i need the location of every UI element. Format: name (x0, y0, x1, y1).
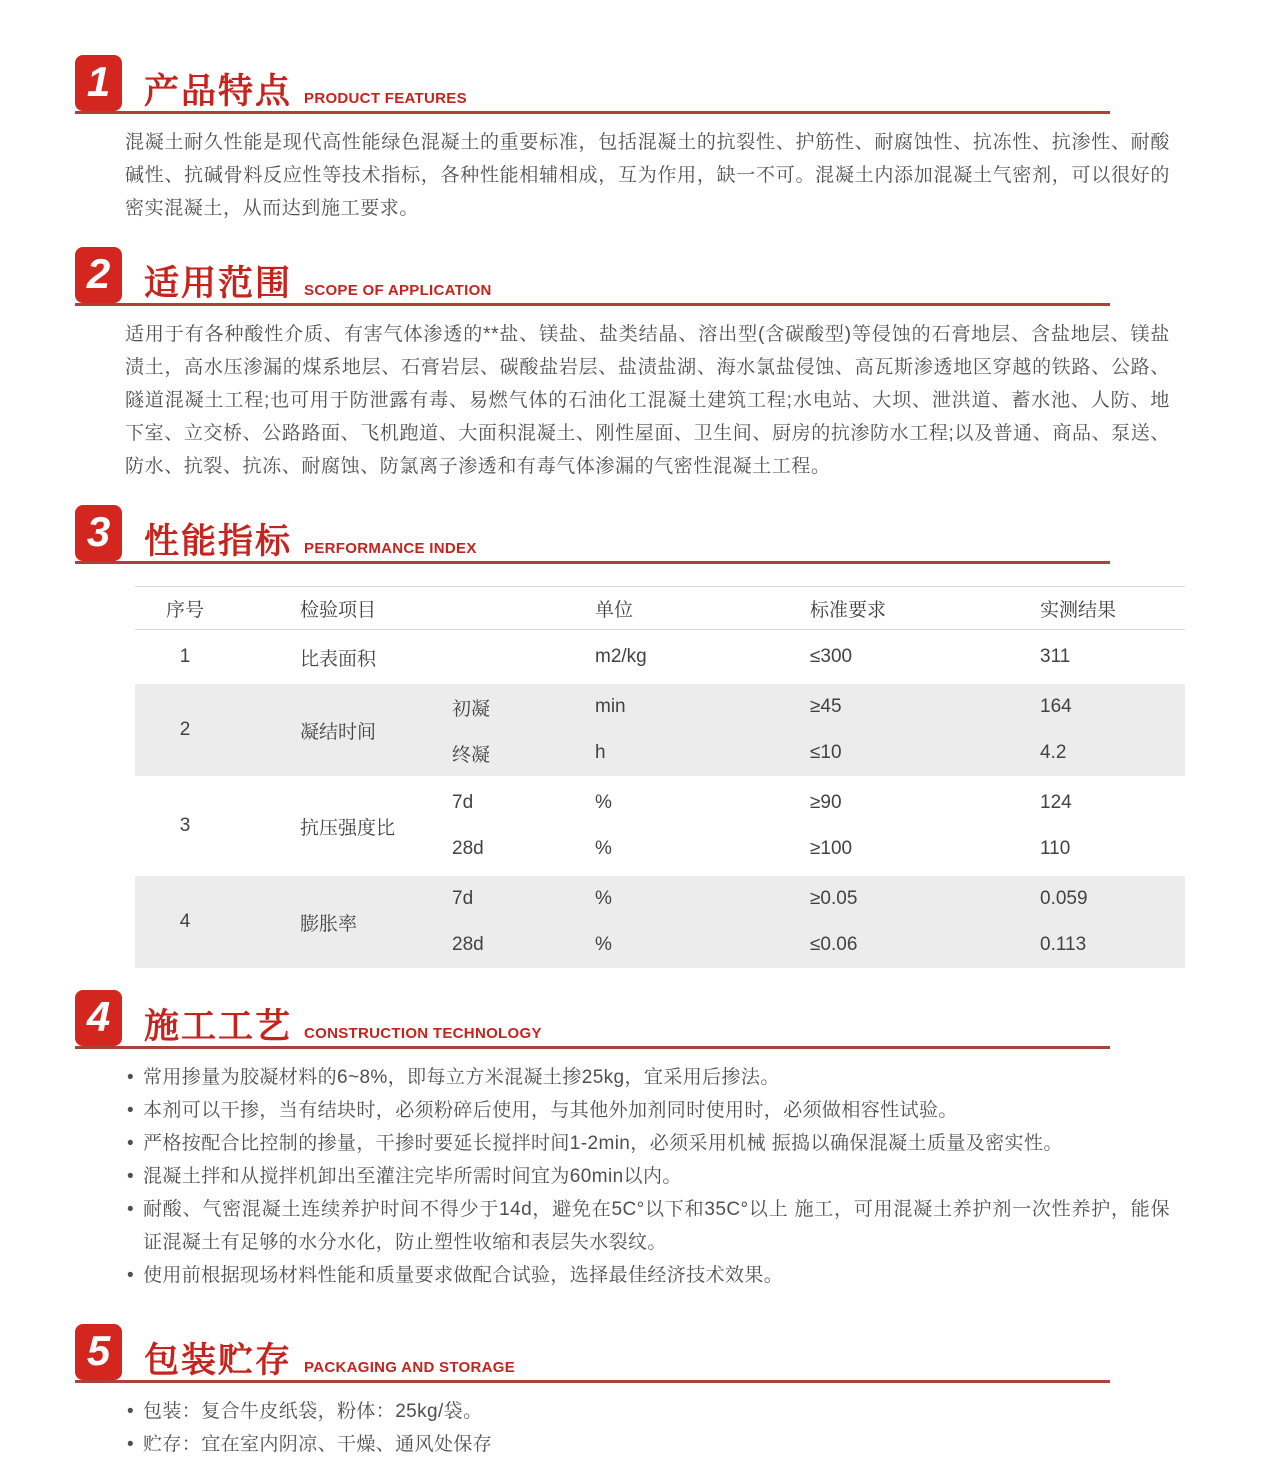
cell-item: 比表面积 (300, 648, 377, 670)
table-row (135, 684, 1185, 776)
cell-subparam: 7d (452, 888, 474, 909)
section-paragraph: 混凝土耐久性能是现代高性能绿色混凝土的重要标准，包括混凝土的抗裂性、护筋性、耐腐蚀性、抗冻性、抗渗性、耐酸碱性、抗碱骨料反应性等技术指标，各种性能相辅相成，互为作用，缺一不可。混凝土内添加混凝土气密剂，可以很好的密实混凝土，从而达到施工要求。 (125, 132, 1170, 219)
cell-no: 4 (179, 911, 191, 932)
cell-item: 膨胀率 (300, 913, 358, 935)
section-number-badge: 1 (75, 55, 122, 111)
section-header (75, 1324, 1110, 1383)
section-construction-technology (75, 990, 1170, 1292)
column-header-requirement: 标准要求 (810, 599, 887, 621)
cell-requirement: ≥0.05 (810, 888, 858, 909)
cell-result: 4.2 (1040, 742, 1067, 763)
section-subtitle-en: PRODUCT FEATURES (304, 90, 467, 107)
cell-result: 311 (1040, 646, 1071, 667)
cell-subparam: 28d (452, 838, 484, 859)
cell-unit: min (595, 696, 626, 717)
table-header-row (135, 586, 1185, 630)
section-number-badge: 4 (75, 990, 122, 1046)
column-header-item: 检验项目 (300, 599, 377, 621)
cell-no: 2 (179, 719, 191, 740)
section-header (75, 55, 1110, 114)
section-scope-of-application (75, 247, 1170, 483)
cell-unit: m2/kg (595, 646, 647, 667)
cell-no: 3 (179, 815, 191, 836)
cell-subparam: 初凝 (452, 698, 491, 720)
bullet-item: • 本剂可以干掺，当有结块时，必须粉碎后使用，与其他外加剂同时使用时，必须做相容性试验。 (125, 1094, 1170, 1127)
section-subtitle-en: PACKAGING AND STORAGE (304, 1359, 516, 1376)
bullet-item: • 常用掺量为胶凝材料的6~8%，即每立方米混凝土掺25kg，宜采用后掺法。 (125, 1061, 1170, 1094)
cell-item: 抗压强度比 (300, 817, 396, 839)
section-title: 适用范围 (144, 264, 293, 303)
section-number-badge: 3 (75, 505, 122, 561)
cell-unit: % (595, 934, 612, 955)
packaging-bullet-list (125, 1395, 1170, 1461)
section-header (75, 505, 1110, 564)
section-performance-index (75, 505, 1117, 968)
section-title: 施工工艺 (144, 1007, 293, 1046)
bullet-item: • 混凝土拌和从搅拌机卸出至灌注完毕所需时间宜为60min以内。 (125, 1160, 1170, 1193)
cell-requirement: ≥90 (810, 792, 842, 813)
section-subtitle-en: CONSTRUCTION TECHNOLOGY (304, 1025, 542, 1042)
column-header-no: 序号 (165, 599, 204, 621)
section-title: 性能指标 (144, 522, 293, 561)
bullet-item: • 贮存：宜在室内阴凉、干燥、通风处保存 (125, 1428, 1170, 1461)
cell-result: 0.059 (1040, 888, 1088, 909)
cell-requirement: ≤0.06 (810, 934, 858, 955)
cell-subparam: 28d (452, 934, 484, 955)
cell-requirement: ≤10 (810, 742, 842, 763)
section-paragraph: 适用于有各种酸性介质、有害气体渗透的**盐、镁盐、盐类结晶、溶出型(含碳酸型)等侵蚀的石膏地层、含盐地层、镁盐渍土，高水压渗漏的煤系地层、石膏岩层、碳酸盐岩层、盐渍盐湖、海水氯盐侵蚀、高瓦斯渗透地区穿越的铁路、公路、隧道混凝土工程;也可用于防泄露有毒、易燃气体的石油化工混凝土建筑工程;水电站、大坝、泄洪道、蓄水池、人防、地下室、立交桥、公路路面、飞机跑道、大面积混凝土、刚性屋面、卫生间、厨房的抗渗防水工程;以及普通、商品、泵送、防水、抗裂、抗冻、耐腐蚀、防氯离子渗透和有毒气体渗漏的气密性混凝土工程。 (125, 324, 1170, 477)
section-product-features (75, 55, 1170, 225)
cell-result: 110 (1040, 838, 1071, 859)
cell-unit: % (595, 838, 612, 859)
bullet-item: • 严格按配合比控制的掺量，干掺时要延长搅拌时间1-2min，必须采用机械 振捣以确保混凝土质量及密实性。 (125, 1127, 1170, 1160)
section-title: 产品特点 (144, 72, 293, 111)
bullet-item: • 包装：复合牛皮纸袋，粉体：25kg/袋。 (125, 1395, 1170, 1428)
section-subtitle-en: PERFORMANCE INDEX (304, 540, 477, 557)
bullet-item: • 使用前根据现场材料性能和质量要求做配合试验，选择最佳经济技术效果。 (125, 1259, 1170, 1292)
section-number-badge: 5 (75, 1324, 122, 1380)
construction-bullet-list (125, 1061, 1170, 1292)
section-subtitle-en: SCOPE OF APPLICATION (304, 282, 492, 299)
section-number-badge: 2 (75, 247, 122, 303)
column-header-result: 实测结果 (1040, 599, 1117, 621)
table-row (135, 780, 1185, 872)
table-row (135, 876, 1185, 968)
cell-result: 124 (1040, 792, 1072, 813)
cell-unit: % (595, 888, 612, 909)
cell-unit: h (595, 742, 606, 763)
cell-subparam: 终凝 (452, 744, 491, 766)
table-row (135, 634, 1185, 680)
cell-result: 0.113 (1040, 934, 1087, 955)
section-title: 包装贮存 (144, 1341, 293, 1380)
cell-item: 凝结时间 (300, 721, 377, 743)
bullet-item: • 耐酸、气密混凝土连续养护时间不得少于14d，避免在5C°以下和35C°以上 施工，可用混凝土养护剂一次性养护，能保证混凝土有足够的水分水化，防止塑性收缩和表层失水裂纹。 (125, 1193, 1170, 1259)
section-packaging-storage (75, 1324, 1110, 1461)
cell-requirement: ≥100 (810, 838, 853, 859)
performance-table (135, 586, 1185, 968)
column-header-unit: 单位 (595, 599, 634, 621)
cell-unit: % (595, 792, 612, 813)
cell-no: 1 (179, 646, 191, 667)
cell-result: 164 (1040, 696, 1072, 717)
section-header (75, 247, 1110, 306)
section-header (75, 990, 1110, 1049)
cell-requirement: ≤300 (810, 646, 853, 667)
cell-subparam: 7d (452, 792, 474, 813)
cell-requirement: ≥45 (810, 696, 842, 717)
cell-subparam (440, 634, 585, 680)
